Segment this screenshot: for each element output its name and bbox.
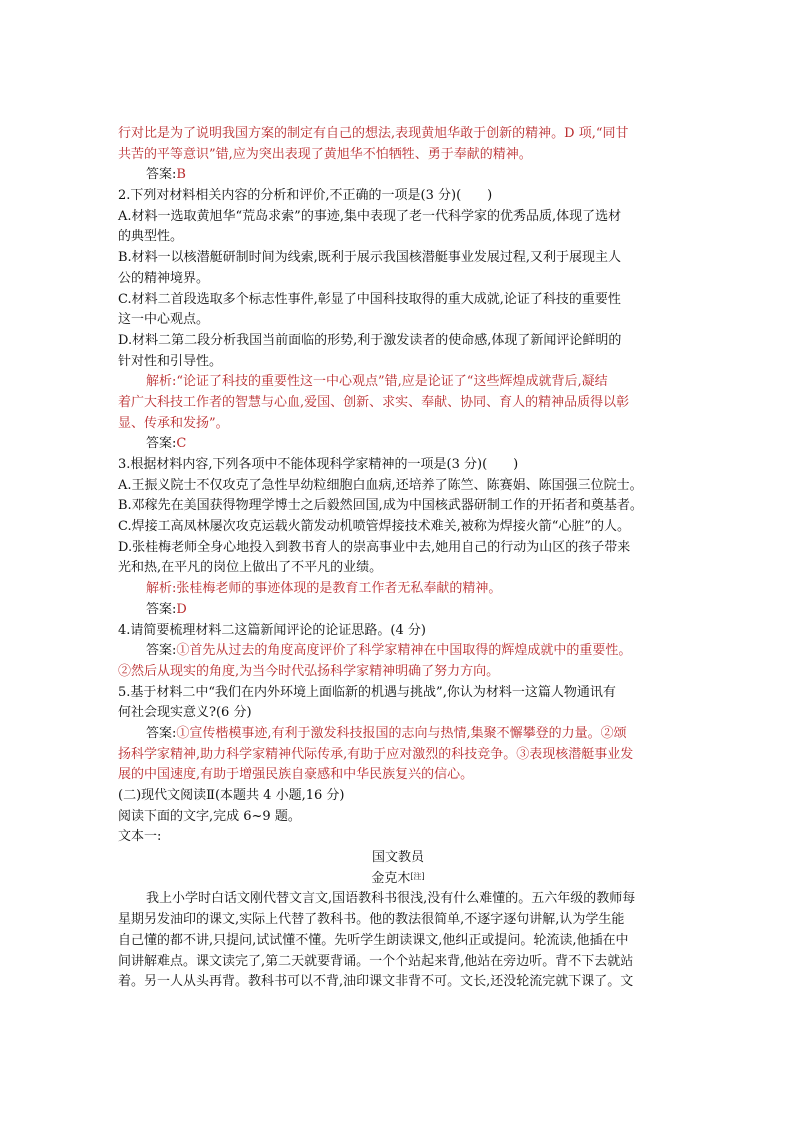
- paragraph-line: [118, 889, 678, 910]
- line-text: A.材料一选取黄旭华“荒岛求索”的事迹,集中表现了老一代科学家的优秀品质,体现了选材: [118, 208, 622, 224]
- line-text: [146, 167, 186, 182]
- centered-title-line: [118, 848, 678, 869]
- line-text: 国文教员: [371, 850, 424, 866]
- line-text: 5.基于材料二中“我们在内外环境上面临新的机遇与挑战”,你认为材料一这篇人物通讯有: [118, 684, 616, 700]
- text-line: [118, 517, 678, 538]
- text-line: [118, 290, 678, 311]
- line-text: 间讲解难点。课文读完了,第二天就要背诵。一个个站起来背,他站在旁边听。背不下去就站: [118, 953, 634, 969]
- answer-text-line: [118, 765, 678, 786]
- line-text: 解析:“论证了科技的重要性这一中心观点”错,应是论证了“这些辉煌成就背后,凝结: [146, 374, 608, 390]
- line-text: 的典型性。: [118, 229, 184, 245]
- answer-label: 答案:: [146, 725, 177, 741]
- line-text: 共苦的平等意识”错,应为突出表现了黄旭华不怕牺牲、勇于奉献的精神。: [118, 146, 532, 162]
- line-text: [146, 643, 631, 658]
- line-text: 显、传承和发扬”。: [118, 415, 229, 431]
- answer-line: [118, 641, 678, 662]
- line-text: 我上小学时白话文刚代替文言文,国语教科书很浅,没有什么难懂的。五六年级的教师每: [146, 891, 636, 907]
- line-text: 文本一:: [118, 829, 162, 845]
- line-text: [146, 602, 187, 617]
- text-line: [118, 207, 678, 228]
- text-line: [118, 186, 678, 207]
- answer-text-line: [118, 393, 678, 414]
- answer-content: ①宣传楷模事迹,有利于激发科技报国的志向与热情,集聚不懈攀登的力量。②颂: [176, 725, 627, 741]
- line-text: 阅读下面的文字,完成 6~9 题。: [118, 808, 301, 824]
- line-text: 自己懂的都不讲,只提问,试试懂不懂。先听学生朗读课文,他纠正或提问。轮流读,他插在中: [118, 932, 629, 948]
- line-text: [146, 726, 627, 741]
- text-line: [118, 227, 678, 248]
- line-text: 行对比是为了说明我国方案的制定有自己的想法,表现黄旭华敢于创新的精神。D 项,“同甘: [118, 126, 629, 141]
- line-text: B.材料一以核潜艇研制时间为线索,既利于展示我国核潜艇事业发展过程,又利于展现主人: [118, 250, 621, 266]
- text-line: [118, 455, 678, 476]
- line-text: (二)现代文阅读Ⅱ(本题共 4 小题,16 分): [118, 788, 345, 803]
- answer-content: ①首先从过去的角度高度评价了科学家精神在中国取得的辉煌成就中的重要性。: [176, 643, 632, 659]
- text-line: [118, 476, 678, 497]
- text-line: [118, 827, 678, 848]
- line-text: 4.请简要梳理材料二这篇新闻评论的论证思路。(4 分): [118, 622, 426, 638]
- line-text: 星期另发油印的课文,实际上代替了教科书。他的教法很简单,不逐字逐句讲解,认为学生能: [118, 912, 625, 928]
- line-text: 这一中心观点。: [118, 312, 210, 328]
- line-text: 针对性和引导性。: [118, 353, 223, 369]
- line-text: 解析:张桂梅老师的事迹体现的是教育工作者无私奉献的精神。: [146, 581, 502, 597]
- line-text: B.邓稼先在美国获得物理学博士之后毅然回国,成为中国核武器研制工作的开拓者和奠基者。: [118, 498, 643, 514]
- document-page: [118, 124, 678, 993]
- line-text: 展的中国速度,有助于增强民族自豪感和中华民族复兴的信心。: [118, 767, 474, 783]
- answer-value: C: [176, 436, 187, 452]
- line-text: C.焊接工高凤林屡次攻克运载火箭发动机喷管焊接技术难关,被称为焊接火箭“心脏”的人。: [118, 519, 631, 535]
- answer-text-line: [118, 745, 678, 766]
- answer-line: [118, 434, 678, 455]
- text-line: [118, 269, 678, 290]
- line-text: 金克木: [371, 870, 411, 886]
- line-text: D.材料二第二段分析我国当前面临的形势,利于激发读者的使命感,体现了新闻评论鲜明的: [118, 332, 622, 348]
- answer-text-line: [118, 145, 678, 166]
- answer-text-line: [118, 414, 678, 435]
- text-line: [118, 496, 678, 517]
- text-line: [118, 331, 678, 352]
- line-text: 光和热,在平凡的岗位上做出了不平凡的业绩。: [118, 560, 383, 576]
- answer-value: B: [176, 167, 186, 183]
- line-text: 3.根据材料内容,下列各项中不能体现科学家精神的一项是(3 分)( ): [118, 457, 519, 472]
- text-line: [118, 972, 678, 993]
- text-line: [118, 683, 678, 704]
- text-line: [118, 352, 678, 373]
- line-text: C.材料二首段选取多个标志性事件,彰显了中国科技取得的重大成就,论证了科技的重要性: [118, 291, 621, 307]
- text-line: [118, 703, 678, 724]
- text-line: [118, 621, 678, 642]
- text-line: [118, 310, 678, 331]
- answer-line: [118, 724, 678, 745]
- centered-title-line: [118, 869, 678, 890]
- line-text: [146, 436, 186, 451]
- text-line: [118, 248, 678, 269]
- answer-label: 答案:: [146, 167, 177, 183]
- line-text: D.张桂梅老师全身心地投入到教书育人的崇高事业中去,她用自己的行动为山区的孩子带来: [118, 539, 631, 555]
- text-line: [118, 952, 678, 973]
- line-text: 着广大科技工作者的智慧与心血,爱国、创新、求实、奉献、协同、育人的精神品质得以彰: [118, 394, 630, 410]
- answer-line: [118, 165, 678, 186]
- text-line: [118, 538, 678, 559]
- text-line: [118, 558, 678, 579]
- analysis-line: [118, 579, 678, 600]
- analysis-line: [118, 372, 678, 393]
- answer-text-line: [118, 124, 678, 145]
- line-text: 公的精神境界。: [118, 270, 210, 286]
- answer-label: 答案:: [146, 643, 177, 659]
- line-text: A.王振义院士不仅攻克了急性早幼粒细胞白血病,还培养了陈竺、陈赛娟、陈国强三位院士。: [118, 477, 643, 493]
- answer-label: 答案:: [146, 436, 177, 452]
- footnote-marker: [注]: [410, 871, 425, 881]
- answer-line: [118, 600, 678, 621]
- text-line: [118, 910, 678, 931]
- line-text: 着。另一人从头再背。教科书可以不背,油印课文非背不可。文长,还没轮流完就下课了。文: [118, 974, 634, 990]
- line-text: 2.下列对材料相关内容的分析和评价,不正确的一项是(3 分)( ): [118, 188, 493, 204]
- answer-text-line: [118, 662, 678, 683]
- line-text: 扬科学家精神,助力科学家精神代际传承,有助于应对激烈的科技竞争。③表现核潜艇事业发: [118, 746, 634, 762]
- text-line: [118, 807, 678, 828]
- line-text: ②然后从现实的角度,为当今时代弘扬科学家精神明确了努力方向。: [118, 663, 500, 679]
- answer-value: D: [176, 601, 187, 617]
- text-line: [118, 786, 678, 807]
- line-text: 何社会现实意义?(6 分): [118, 705, 252, 721]
- text-line: [118, 931, 678, 952]
- answer-label: 答案:: [146, 601, 177, 617]
